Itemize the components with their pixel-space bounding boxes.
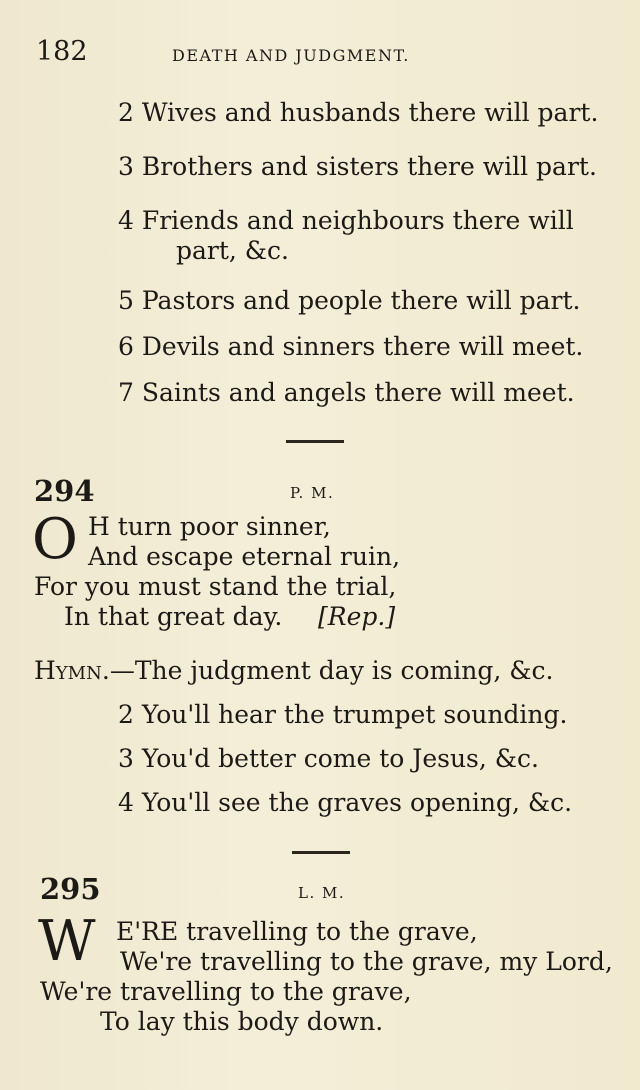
- verse-number: 7: [118, 378, 134, 407]
- verse-text: Devils and sinners there will meet.: [141, 332, 584, 361]
- verse-line: [118, 332, 583, 361]
- verse-text: Friends and neighbours there will: [141, 206, 574, 235]
- hymn-line: H turn poor sinner,: [88, 512, 331, 541]
- hymn-line: To lay this body down.: [100, 1007, 384, 1036]
- drop-cap: W: [38, 909, 96, 974]
- hymn-line: We're travelling to the grave,: [40, 977, 412, 1006]
- running-title: DEATH AND JUDGMENT.: [172, 46, 410, 65]
- verse-line: [118, 744, 539, 773]
- verse-number: 2: [118, 700, 134, 729]
- verse-text: Saints and angels there will meet.: [141, 378, 575, 407]
- verse-line: [118, 788, 572, 817]
- verse-text: You'd better come to Jesus, &c.: [141, 744, 539, 773]
- section-divider: [286, 440, 344, 443]
- verse-number: 4: [118, 788, 134, 817]
- verse-continuation: part, &c.: [176, 236, 290, 265]
- verse-text: Brothers and sisters there will part.: [141, 152, 597, 181]
- repeat-mark: [Rep.]: [318, 602, 396, 631]
- verse-text: You'll see the graves opening, &c.: [141, 788, 573, 817]
- hymn-line: In that great day.: [64, 602, 283, 631]
- chorus-line: [34, 656, 554, 685]
- verse-text: You'll hear the trumpet sounding.: [141, 700, 568, 729]
- section-divider: [292, 851, 350, 854]
- verse-number: 5: [118, 286, 134, 315]
- hymn-line: For you must stand the trial,: [34, 572, 397, 601]
- verse-number: 4: [118, 206, 134, 235]
- verse-text: Wives and husbands there will part.: [141, 98, 599, 127]
- hymn-number: 294: [34, 474, 95, 508]
- chorus-text: —The judgment day is coming, &c.: [109, 656, 554, 685]
- verse-line: [118, 286, 580, 315]
- verse-line: [118, 98, 598, 127]
- verse-number: 6: [118, 332, 134, 361]
- drop-cap: O: [32, 507, 78, 572]
- hymn-line: We're travelling to the grave, my Lord,: [120, 947, 613, 976]
- verse-line: [118, 700, 567, 729]
- verse-line: [118, 206, 574, 235]
- hymn-line: E'RE travelling to the grave,: [116, 917, 478, 946]
- verse-number: 3: [118, 744, 134, 773]
- verse-number: 2: [118, 98, 134, 127]
- verse-text: Pastors and people there will part.: [141, 286, 581, 315]
- hymn-meter: L. M.: [298, 884, 346, 902]
- page-number: 182: [36, 36, 88, 67]
- verse-number: 3: [118, 152, 134, 181]
- hymn-meter: P. M.: [290, 484, 335, 502]
- verse-line: [118, 378, 575, 407]
- chorus-label: Hymn.: [34, 656, 110, 685]
- hymn-line: And escape eternal ruin,: [88, 542, 401, 571]
- hymn-number: 295: [40, 872, 101, 906]
- verse-line: [118, 152, 597, 181]
